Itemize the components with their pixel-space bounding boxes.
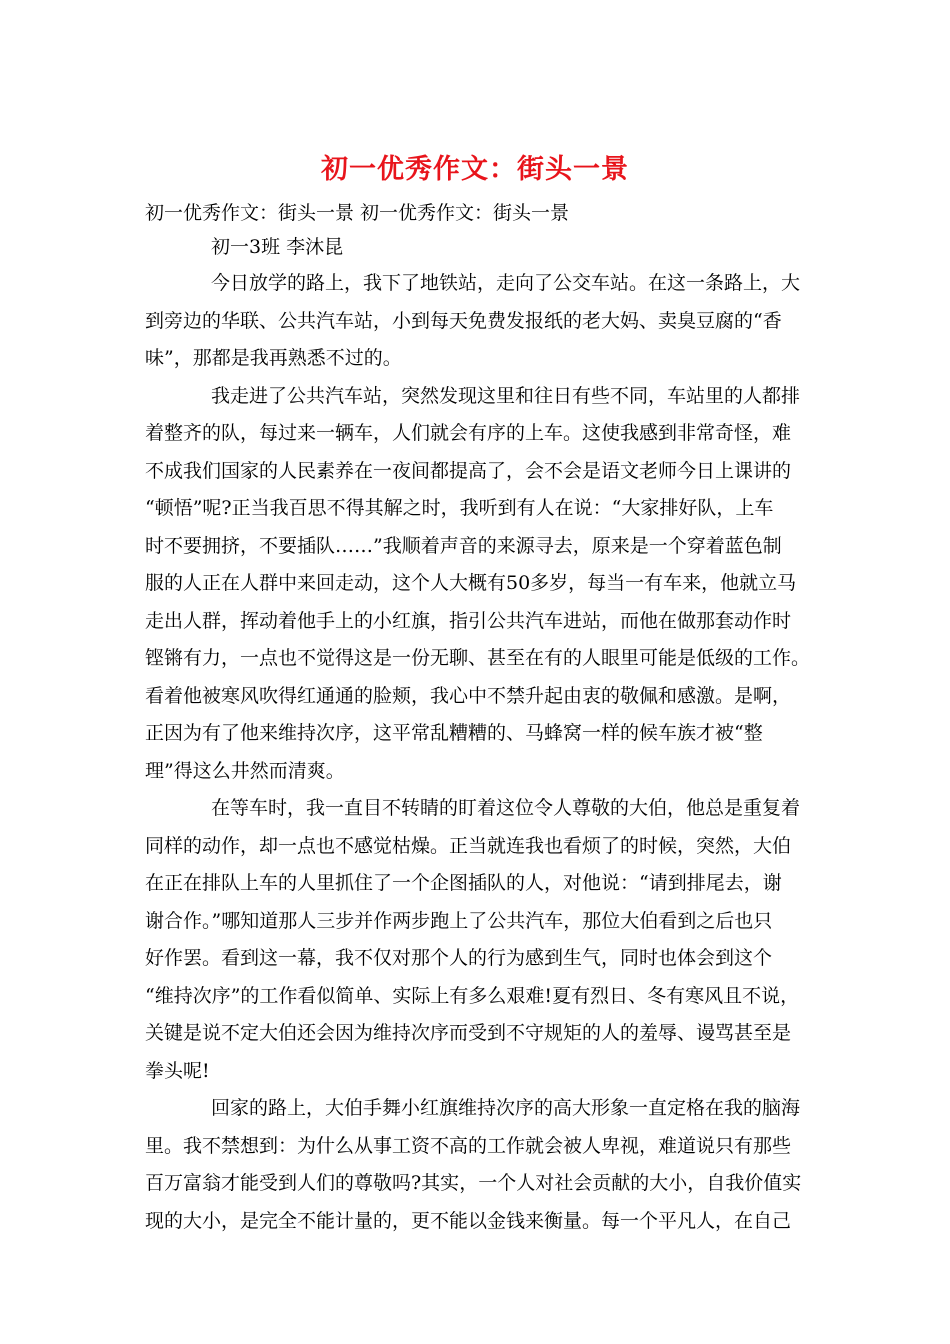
essay-line: 现的大小，是完全不能计量的，更不能以金钱来衡量。每一个平凡人，在自己 [145,1209,792,1232]
essay-line: “顿悟”呢?正当我百思不得其解之时，我听到有人在说：“大家排好队，上车 [145,497,774,519]
essay-line: 今日放学的路上，我下了地铁站，走向了公交车站。在这一条路上，大 [211,272,801,294]
essay-line: 走出人群，挥动着他手上的小红旗，指引公共汽车进站，而他在做那套动作时 [145,609,792,632]
essay-line: 服的人正在人群中来回走动，这个人大概有50多岁，每当一有车来，他就立马 [145,572,797,594]
essay-line: 正因为有了他来维持次序，这平常乱糟糟的、马蜂窝一样的候车族才被“整 [145,722,763,744]
essay-line: 回家的路上，大伯手舞小红旗维持次序的高大形象一直定格在我的脑海 [211,1097,801,1119]
essay-line: 时不要拥挤，不要插队……”我顺着声音的来源寻去，原来是一个穿着蓝色制 [145,534,782,557]
essay-line: 拳头呢! [145,1059,210,1082]
essay-line: 里。我不禁想到：为什么从事工资不高的工作就会被人卑视，难道说只有那些 [145,1134,792,1157]
essay-line: 味”，那都是我再熟悉不过的。 [145,347,402,369]
essay-line: 到旁边的华联、公共汽车站，小到每天免费发报纸的老大妈、卖臭豆腐的“香 [145,309,782,332]
essay-line: 不成我们国家的人民素养在一夜间都提高了，会不会是语文老师今日上课讲的 [145,459,792,482]
essay-line: 理”得这么井然而清爽。 [145,759,345,782]
essay-line: 铿锵有力，一点也不觉得这是一份无聊、甚至在有的人眼里可能是低级的工作。 [145,647,810,669]
essay-line: 好作罢。看到这一幕，我不仅对那个人的行为感到生气，同时也体会到这个 [145,947,773,969]
essay-line: 在正在排队上车的人里抓住了一个企图插队的人，对他说：“请到排尾去，谢 [145,872,782,894]
document-subtitle: 初一优秀作文：街头一景 初一优秀作文：街头一景 [145,202,570,224]
essay-line: 在等车时，我一直目不转睛的盯着这位令人尊敬的大伯，他总是重复着 [211,797,801,819]
essay-line: 看着他被寒风吹得红通通的脸颊，我心中不禁升起由衷的敬佩和感激。是啊， [145,684,792,707]
author-line: 初一3班 李沐昆 [211,236,344,258]
document-title: 初一优秀作文：街头一景 [321,154,629,185]
essay-line: 我走进了公共汽车站，突然发现这里和往日有些不同，车站里的人都排 [211,384,801,407]
essay-line: “维持次序”的工作看似简单、实际上有多么艰难!夏有烈日、冬有寒风且不说， [145,984,800,1007]
essay-line: 着整齐的队，每过来一辆车，人们就会有序的上车。这使我感到非常奇怪，难 [145,422,792,444]
essay-line: 百万富翁才能受到人们的尊敬吗?其实，一个人对社会贡献的大小，自我价值实 [145,1172,802,1194]
essay-line: 关键是说不定大伯还会因为维持次序而受到不守规矩的人的羞辱、谩骂甚至是 [145,1022,792,1044]
essay-line: 同样的动作，却一点也不感觉枯燥。正当就连我也看烦了的时候，突然，大伯 [145,834,792,857]
essay-line: 谢合作。”哪知道那人三步并作两步跑上了公共汽车，那位大伯看到之后也只 [145,909,773,932]
